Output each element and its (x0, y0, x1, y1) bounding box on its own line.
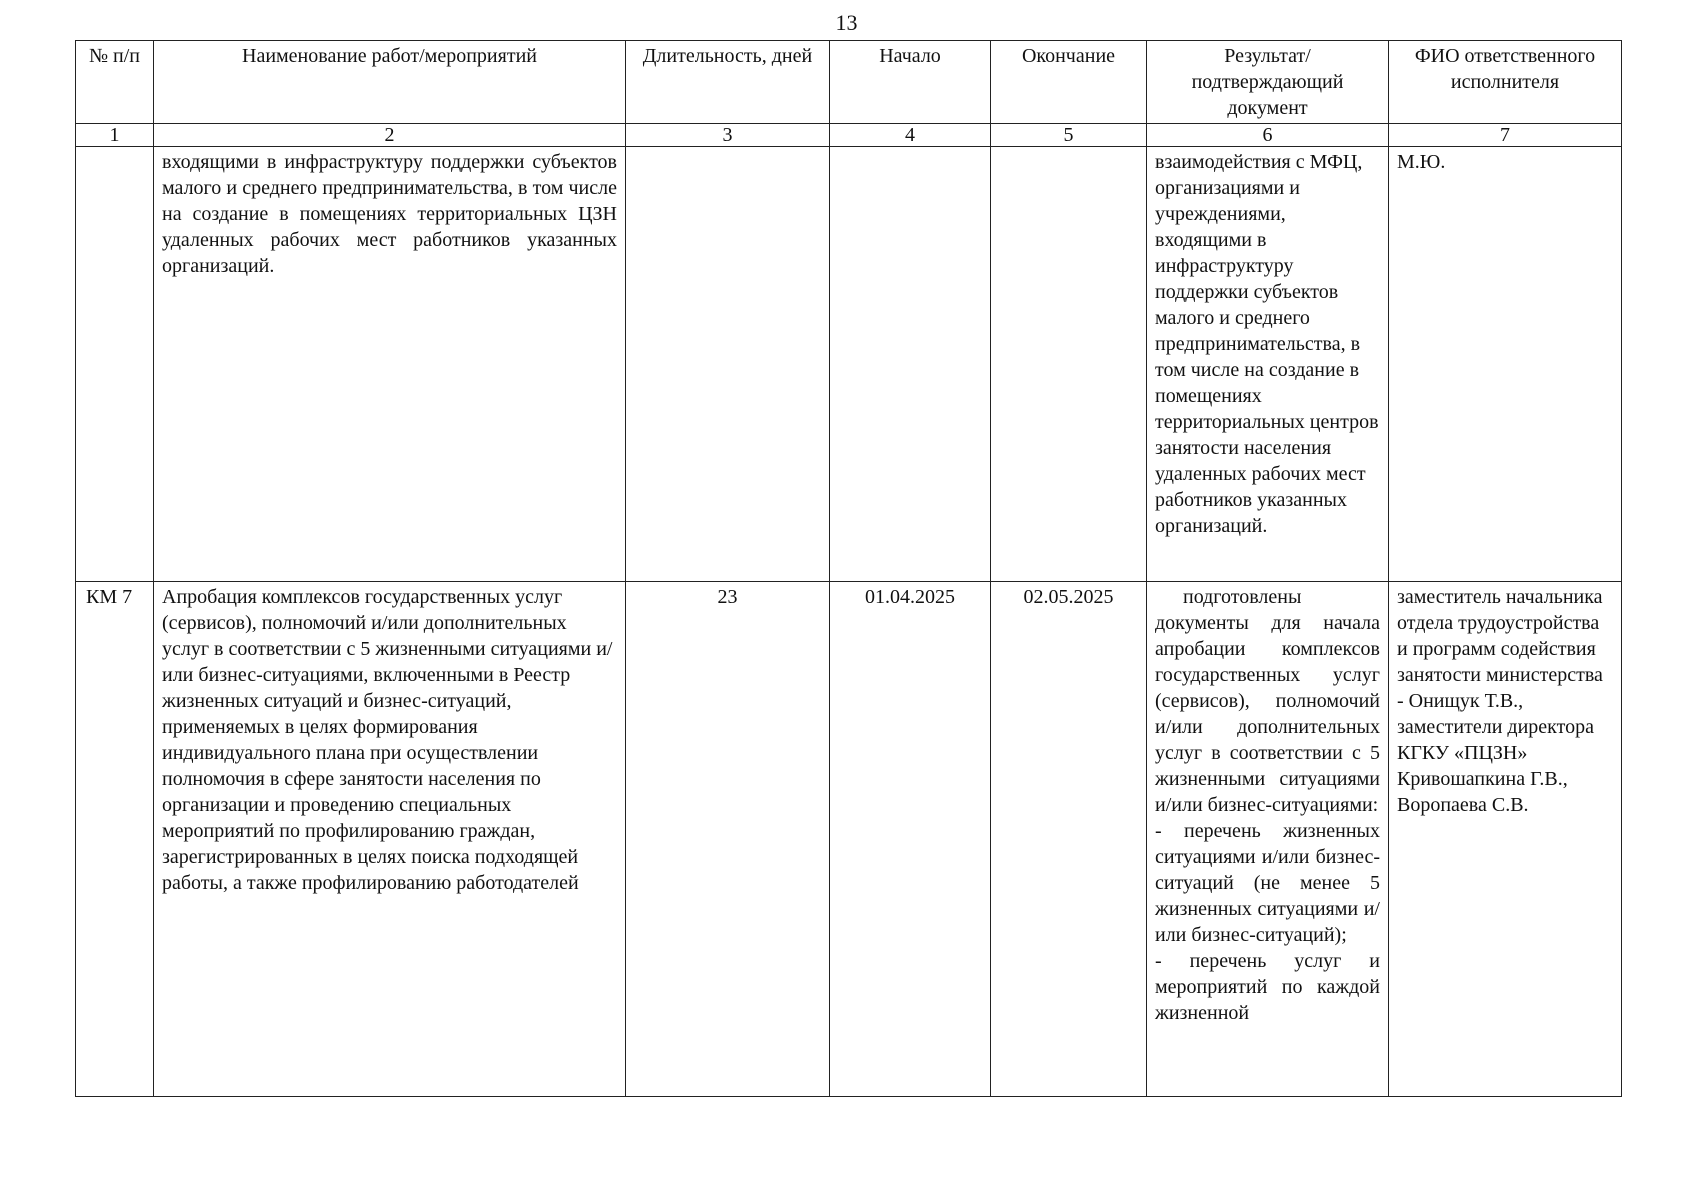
row-duration (626, 147, 830, 582)
row-id: КМ 7 (76, 582, 154, 1097)
row-end: 02.05.2025 (991, 582, 1147, 1097)
column-number: 2 (154, 124, 626, 147)
header-responsible: ФИО ответственного исполнителя (1389, 41, 1622, 124)
column-number: 7 (1389, 124, 1622, 147)
header-name: Наименование работ/мероприятий (154, 41, 626, 124)
table-row (76, 582, 1622, 1097)
result-line: - перечень услуг и мероприятий по каждой жизненной (1155, 950, 1380, 1024)
plan-table (75, 40, 1622, 1097)
row-name: входящими в инфраструктуру поддержки субъектов малого и среднего предпринимательства, в том числе на создание в помещениях территориальных ЦЗН удаленных рабочих мест работников указанных организаций. (154, 147, 626, 582)
row-end (991, 147, 1147, 582)
table-header-row (76, 41, 1622, 124)
header-duration: Длительность, дней (626, 41, 830, 124)
column-number-row (76, 124, 1622, 147)
header-number: № п/п (76, 41, 154, 124)
result-line: подготовлены документы для начала апробации комплексов государственных услуг (сервисов), полномочий и/или дополнительных услуг в соответствии с 5 жизненными ситуациями и/или бизнес-ситуациями: (1155, 586, 1380, 816)
header-result: Результат/ подтверждающий документ (1147, 41, 1389, 124)
page-number: 13 (835, 10, 858, 35)
plan-table-container (75, 40, 1621, 1097)
column-number: 5 (991, 124, 1147, 147)
result-line: - перечень жизненных ситуациями и/или бизнес-ситуаций (не менее 5 жизненных ситуациями и/или бизнес-ситуаций); (1155, 820, 1380, 946)
column-number: 1 (76, 124, 154, 147)
row-responsible: М.Ю. (1389, 147, 1622, 582)
row-result: взаимодействия с МФЦ, организациями и учреждениями, входящими в инфраструктуру поддержки субъектов малого и среднего предпринимательства, в том числе на создание в помещениях территориальных центров занятости населения удаленных рабочих мест работников указанных организаций. (1147, 147, 1389, 582)
row-responsible: заместитель начальника отдела трудоустройства и программ содействия занятости министерства - Онищук Т.В., заместители директора КГКУ «ПЦЗН» Кривошапкина Г.В., Воропаева С.В. (1389, 582, 1622, 1097)
table-row (76, 147, 1622, 582)
header-end: Окончание (991, 41, 1147, 124)
row-start: 01.04.2025 (830, 582, 991, 1097)
header-start: Начало (830, 41, 991, 124)
column-number: 4 (830, 124, 991, 147)
row-id (76, 147, 154, 582)
column-number: 6 (1147, 124, 1389, 147)
row-result (1147, 582, 1389, 1097)
column-number: 3 (626, 124, 830, 147)
row-duration: 23 (626, 582, 830, 1097)
row-name: Апробация комплексов государственных услуг (сервисов), полномочий и/или дополнительных услуг в соответствии с 5 жизненными ситуациями и/или бизнес-ситуациями, включенными в Реестр жизненных ситуаций и бизнес-ситуаций, применяемых в целях формирования индивидуального плана при осуществлении полномочия в сфере занятости населения по организации и проведению специальных мероприятий по профилированию граждан, зарегистрированных в целях поиска подходящей работы, а также профилированию работодателей (154, 582, 626, 1097)
row-start (830, 147, 991, 582)
